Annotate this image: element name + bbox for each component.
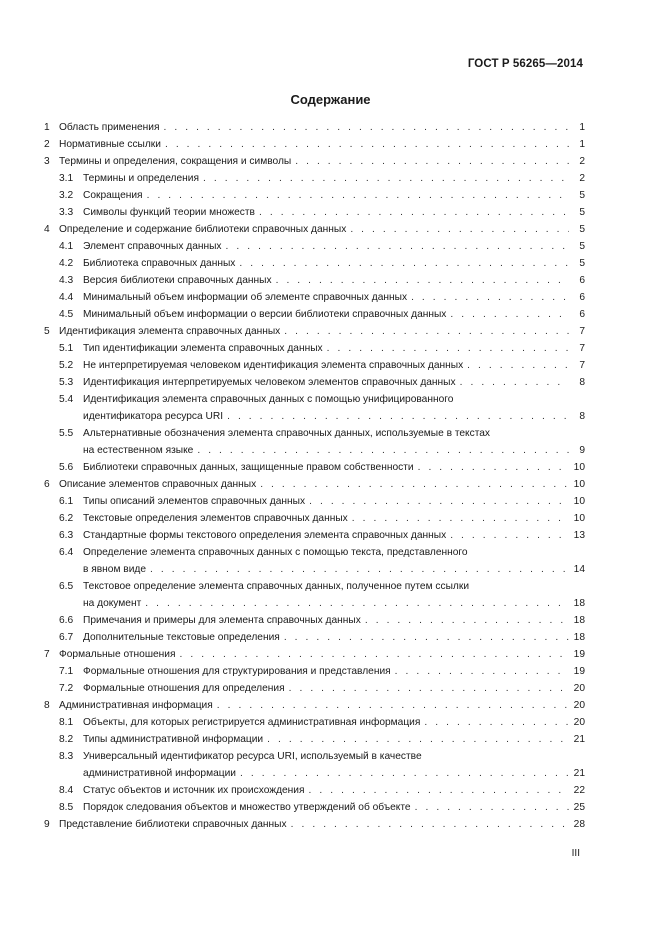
toc-entry-title: Минимальный объем информации о версии библиотеки справочных данных [83, 309, 447, 320]
toc-entry-6-4[interactable] [44, 544, 585, 578]
toc-entry-title: Формальные отношения для определения [83, 683, 285, 694]
toc-entry-page: 20 [573, 683, 585, 694]
toc-entry-leader-line [59, 323, 585, 340]
dot-leader [147, 187, 569, 204]
dot-leader [415, 799, 569, 816]
toc-entry-title: Формальные отношения [59, 649, 176, 660]
toc-entry-page: 5 [579, 190, 585, 201]
toc-entry-6-2[interactable] [44, 510, 585, 527]
toc-entry-title: Порядок следования объектов и множество утверждений об объекте [83, 802, 411, 813]
toc-entry-title: Статус объектов и источник их происхождения [83, 785, 305, 796]
dot-leader [450, 527, 569, 544]
toc-entry-page: 1 [579, 122, 585, 133]
dot-leader [418, 459, 569, 476]
toc-entry-title: Идентификация интерпретируемых человеком элементов справочных данных [83, 377, 456, 388]
toc-entry-leader-line [59, 697, 585, 714]
toc-entry-leader-line [83, 612, 585, 629]
toc-entry-leader-line [83, 289, 585, 306]
toc-entry-page: 8 [579, 411, 585, 422]
toc-entry-title: Версия библиотеки справочных данных [83, 275, 272, 286]
toc-entry-leader-line [83, 442, 585, 459]
toc-entry-5-5[interactable] [44, 425, 585, 459]
toc-entry-number: 3 [44, 156, 50, 167]
toc-entry-title: Идентификация элемента справочных данных [59, 326, 281, 337]
toc-entry-number: 8.3 [59, 751, 74, 762]
dot-leader [352, 510, 569, 527]
toc-entry-8-1[interactable] [44, 714, 585, 731]
toc-entry-number: 5.3 [59, 377, 74, 388]
toc-entry-number: 8.1 [59, 717, 74, 728]
toc-entry-number: 8 [44, 700, 50, 711]
page-number: III [571, 848, 580, 859]
toc-entry-title-continued: на документ [83, 598, 142, 609]
toc-entry-8-4[interactable] [44, 782, 585, 799]
toc-entry-page: 7 [579, 326, 585, 337]
dot-leader [350, 221, 569, 238]
toc-entry-leader-line [83, 561, 585, 578]
toc-entry-title: Представление библиотеки справочных данных [59, 819, 287, 830]
toc-entry-number: 1 [44, 122, 50, 133]
standard-designation: ГОСТ Р 56265—2014 [467, 58, 583, 70]
toc-entry-leader-line [83, 238, 585, 255]
toc-entry-number: 8.2 [59, 734, 74, 745]
toc-entry-number: 5.5 [59, 428, 74, 439]
dot-leader [284, 629, 569, 646]
dot-leader [424, 714, 569, 731]
toc-entry-7-1[interactable] [44, 663, 585, 680]
dot-leader [450, 306, 569, 323]
toc-entry-leader-line [83, 782, 585, 799]
toc-entry-5-3[interactable] [44, 374, 585, 391]
toc-entry-page: 7 [579, 360, 585, 371]
toc-entry-7-2[interactable] [44, 680, 585, 697]
toc-entry-leader-line [59, 136, 585, 153]
toc-entry-leader-line [83, 765, 585, 782]
dot-leader [197, 442, 569, 459]
toc-entry-page: 9 [579, 445, 585, 456]
toc-entry-number: 7.2 [59, 683, 74, 694]
toc-entry-title: Область применения [59, 122, 160, 133]
toc-entry-title: Примечания и примеры для элемента справочных данных [83, 615, 361, 626]
dot-leader [267, 731, 569, 748]
toc-entry-4-1[interactable] [44, 238, 585, 255]
toc-entry-number: 4.2 [59, 258, 74, 269]
toc-entry-page: 19 [573, 666, 585, 677]
toc-entry-title: Административная информация [59, 700, 213, 711]
dot-leader [180, 646, 569, 663]
toc-entry-number: 4.3 [59, 275, 74, 286]
toc-entry-number: 3.3 [59, 207, 74, 218]
toc-entry-title-continued: в явном виде [83, 564, 147, 575]
toc-entry-3-2[interactable] [44, 187, 585, 204]
toc-entry-number: 3.2 [59, 190, 74, 201]
toc-entry-page: 5 [579, 241, 585, 252]
toc-entry-4-2[interactable] [44, 255, 585, 272]
toc-entry-number: 5.4 [59, 394, 74, 405]
toc-entry-8[interactable] [44, 697, 585, 714]
toc-entry-leader-line [83, 272, 585, 289]
toc-entry-leader-line [83, 527, 585, 544]
toc-entry-leader-line [59, 221, 585, 238]
toc-entry-title: Нормативные ссылки [59, 139, 161, 150]
toc-entry-9[interactable] [44, 816, 585, 833]
dot-leader [163, 119, 569, 136]
toc-entry-title: Стандартные формы текстового определения элемента справочных данных [83, 530, 447, 541]
toc-entry-page: 6 [579, 275, 585, 286]
toc-entry-leader-line [83, 663, 585, 680]
toc-entry-number: 4.4 [59, 292, 74, 303]
toc-entry-3-3[interactable] [44, 204, 585, 221]
toc-entry-leader-line [83, 731, 585, 748]
toc-entry-number: 7.1 [59, 666, 74, 677]
toc-entry-number: 4.1 [59, 241, 74, 252]
toc-entry-page: 19 [573, 649, 585, 660]
toc-entry-title: Универсальный идентификатор ресурса URI, используемый в качестве [83, 751, 422, 762]
toc-entry-2[interactable] [44, 136, 585, 153]
toc-entry-leader-line [83, 459, 585, 476]
toc-entry-page: 5 [579, 224, 585, 235]
toc-entry-4[interactable] [44, 221, 585, 238]
toc-entry-number: 2 [44, 139, 50, 150]
toc-entry-page: 20 [573, 700, 585, 711]
toc-entry-leader-line [83, 306, 585, 323]
toc-entry-page: 28 [573, 819, 585, 830]
toc-entry-number: 6.5 [59, 581, 74, 592]
toc-entry-title: Символы функций теории множеств [83, 207, 255, 218]
toc-entry-6-1[interactable] [44, 493, 585, 510]
toc-entry-4-4[interactable] [44, 289, 585, 306]
toc-entry-page: 7 [579, 343, 585, 354]
toc-entry-number: 9 [44, 819, 50, 830]
toc-entry-number: 7 [44, 649, 50, 660]
toc-entry-page: 21 [573, 768, 585, 779]
toc-entry-number: 6.7 [59, 632, 74, 643]
toc-entry-leader-line [83, 510, 585, 527]
toc-entry-title: Не интерпретируемая человеком идентификация элемента справочных данных [83, 360, 464, 371]
toc-entry-page: 10 [573, 496, 585, 507]
toc-entry-title: Элемент справочных данных [83, 241, 222, 252]
toc-entry-title: Библиотеки справочных данных, защищенные правом собственности [83, 462, 414, 473]
toc-entry-number: 6.6 [59, 615, 74, 626]
toc-entry-title: Описание элементов справочных данных [59, 479, 257, 490]
toc-entry-title: Сокращения [83, 190, 143, 201]
dot-leader [309, 782, 569, 799]
toc-entry-5[interactable] [44, 323, 585, 340]
toc-entry-number: 4.5 [59, 309, 74, 320]
table-of-contents [44, 119, 585, 833]
toc-entry-title: Формальные отношения для структурирования и представления [83, 666, 391, 677]
toc-entry-title: Тип идентификации элемента справочных данных [83, 343, 323, 354]
toc-entry-page: 18 [573, 598, 585, 609]
toc-entry-number: 4 [44, 224, 50, 235]
toc-entry-leader-line [59, 646, 585, 663]
toc-entry-page: 13 [573, 530, 585, 541]
toc-entry-title: Идентификация элемента справочных данных с помощью унифицированного [83, 394, 454, 405]
dot-leader [460, 374, 569, 391]
toc-entry-leader-line [83, 170, 585, 187]
toc-entry-5-4[interactable] [44, 391, 585, 425]
toc-entry-number: 5.6 [59, 462, 74, 473]
toc-entry-leader-line [59, 816, 585, 833]
toc-entry-number: 3.1 [59, 173, 74, 184]
toc-entry-number: 6.1 [59, 496, 74, 507]
toc-entry-title: Минимальный объем информации об элементе справочных данных [83, 292, 408, 303]
toc-entry-page: 10 [573, 479, 585, 490]
dot-leader [327, 340, 569, 357]
toc-entry-page: 22 [573, 785, 585, 796]
toc-entry-title: Альтернативные обозначения элемента справочных данных, используемые в текстах [83, 428, 491, 439]
toc-entry-title: Определение и содержание библиотеки справочных данных [59, 224, 347, 235]
toc-entry-page: 6 [579, 309, 585, 320]
dot-leader [217, 697, 569, 714]
toc-entry-3-1[interactable] [44, 170, 585, 187]
toc-entry-4-3[interactable] [44, 272, 585, 289]
toc-entry-leader-line [83, 187, 585, 204]
toc-entry-title-continued: идентификатора ресурса URI [83, 411, 224, 422]
dot-leader [295, 153, 569, 170]
toc-entry-6-6[interactable] [44, 612, 585, 629]
toc-entry-title: Определение элемента справочных данных с помощью текста, представленного [83, 547, 468, 558]
toc-entry-leader-line [59, 476, 585, 493]
dot-leader [365, 612, 569, 629]
toc-entry-leader-line [83, 204, 585, 221]
toc-entry-page: 6 [579, 292, 585, 303]
toc-entry-title-continued: административной информации [83, 768, 236, 779]
toc-entry-page: 2 [579, 156, 585, 167]
toc-entry-page: 18 [573, 615, 585, 626]
toc-entry-page: 20 [573, 717, 585, 728]
toc-entry-number: 8.4 [59, 785, 74, 796]
toc-entry-number: 5.1 [59, 343, 74, 354]
toc-entry-title: Текстовые определения элементов справочных данных [83, 513, 348, 524]
toc-entry-page: 10 [573, 462, 585, 473]
toc-entry-leader-line [83, 629, 585, 646]
toc-entry-6-5[interactable] [44, 578, 585, 612]
toc-entry-page: 1 [579, 139, 585, 150]
toc-entry-leader-line [83, 493, 585, 510]
toc-entry-leader-line [83, 714, 585, 731]
toc-entry-5-2[interactable] [44, 357, 585, 374]
dot-leader [259, 204, 569, 221]
toc-entry-8-3[interactable] [44, 748, 585, 782]
toc-entry-6-7[interactable] [44, 629, 585, 646]
toc-entry-leader-line [83, 799, 585, 816]
dot-leader [227, 408, 569, 425]
toc-entry-number: 8.5 [59, 802, 74, 813]
toc-entry-leader-line [59, 153, 585, 170]
toc-entry-page: 5 [579, 207, 585, 218]
toc-entry-5-6[interactable] [44, 459, 585, 476]
toc-entry-6-3[interactable] [44, 527, 585, 544]
dot-leader [145, 595, 569, 612]
dot-leader [165, 136, 569, 153]
toc-entry-number: 5 [44, 326, 50, 337]
toc-entry-title: Библиотека справочных данных [83, 258, 236, 269]
toc-entry-number: 6.2 [59, 513, 74, 524]
dot-leader [467, 357, 569, 374]
toc-entry-page: 2 [579, 173, 585, 184]
dot-leader [276, 272, 569, 289]
toc-entry-leader-line [83, 680, 585, 697]
dot-leader [240, 765, 569, 782]
toc-heading: Содержание [290, 92, 371, 107]
toc-entry-number: 6 [44, 479, 50, 490]
toc-entry-leader-line [83, 595, 585, 612]
toc-entry-7[interactable] [44, 646, 585, 663]
toc-entry-title: Типы административной информации [83, 734, 264, 745]
toc-entry-leader-line [83, 374, 585, 391]
toc-entry-page: 10 [573, 513, 585, 524]
toc-entry-leader-line [83, 357, 585, 374]
toc-entry-leader-line [83, 255, 585, 272]
dot-leader [395, 663, 569, 680]
toc-entry-page: 21 [573, 734, 585, 745]
toc-entry-1[interactable] [44, 119, 585, 136]
dot-leader [291, 816, 569, 833]
toc-entry-number: 6.4 [59, 547, 74, 558]
toc-entry-page: 14 [573, 564, 585, 575]
dot-leader [203, 170, 569, 187]
toc-entry-8-2[interactable] [44, 731, 585, 748]
toc-entry-title-continued: на естественном языке [83, 445, 194, 456]
toc-entry-title: Типы описаний элементов справочных данных [83, 496, 306, 507]
toc-entry-number: 5.2 [59, 360, 74, 371]
dot-leader [411, 289, 569, 306]
toc-entry-title: Дополнительные текстовые определения [83, 632, 280, 643]
toc-entry-page: 18 [573, 632, 585, 643]
toc-entry-title: Термины и определения [83, 173, 199, 184]
toc-entry-number: 6.3 [59, 530, 74, 541]
toc-entry-5-1[interactable] [44, 340, 585, 357]
dot-leader [289, 680, 569, 697]
dot-leader [150, 561, 569, 578]
toc-entry-page: 8 [579, 377, 585, 388]
toc-entry-leader-line [59, 119, 585, 136]
toc-entry-title: Текстовое определение элемента справочных данных, полученное путем ссылки [83, 581, 470, 592]
dot-leader [226, 238, 569, 255]
toc-entry-8-5[interactable] [44, 799, 585, 816]
toc-entry-page: 25 [573, 802, 585, 813]
toc-entry-3[interactable] [44, 153, 585, 170]
dot-leader [239, 255, 569, 272]
toc-entry-page: 5 [579, 258, 585, 269]
toc-entry-title: Объекты, для которых регистрируется административная информация [83, 717, 421, 728]
toc-entry-6[interactable] [44, 476, 585, 493]
dot-leader [260, 476, 569, 493]
dot-leader [309, 493, 569, 510]
dot-leader [284, 323, 569, 340]
toc-entry-title: Термины и определения, сокращения и символы [59, 156, 292, 167]
toc-entry-leader-line [83, 408, 585, 425]
toc-entry-leader-line [83, 340, 585, 357]
toc-entry-4-5[interactable] [44, 306, 585, 323]
